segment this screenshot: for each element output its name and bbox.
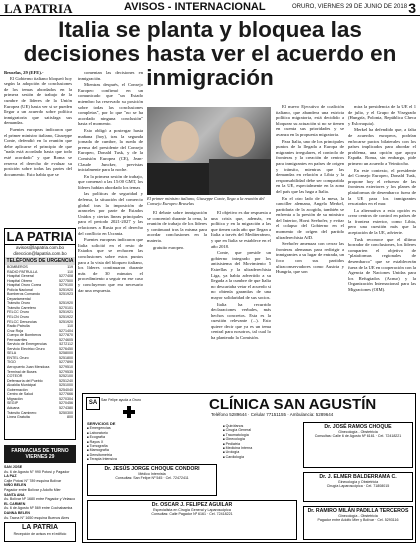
phone-label: SEGIP — [7, 401, 18, 406]
newspaper-brand: LA PATRIA — [4, 1, 73, 16]
article-column-3 — [147, 210, 207, 390]
doctor-card — [303, 472, 413, 502]
article-paragraph: Merkel ha defendido que, a falta de acuerdos europeos, podrían enfocarse pactos bilaterales con los países implicados para abordar el problema, una opción que apoya España. Roma, sin embargo, pide primero un acuerdo a Veintiocho. — [348, 127, 416, 166]
pharmacy-name: EL CARMEN — [4, 501, 26, 506]
pharmacy-address: Pagador entre Bolívar y Adolfo Mier — [4, 487, 61, 492]
phone-number: 5251920 — [59, 301, 73, 306]
service-item: ■ Cirugía General — [223, 428, 293, 432]
phones-title: TELÉFONOS DE URGENCIA — [6, 258, 74, 264]
pharmacy-address: Av. 6 de Agosto N° 990 Potosí y Pagador — [4, 469, 70, 474]
phone-label: Servicio de Emergencias — [7, 342, 47, 347]
phone-label: BOMBEROS — [7, 265, 28, 269]
phone-number: 5279535 — [59, 369, 73, 374]
phone-number: 800 — [67, 415, 73, 420]
phone-row — [5, 415, 75, 420]
article-paragraph: Tusk reconoce que el último borrador de conclusiones, los líderes comparten el objetivo de "plataformas regionales de desembarco" que se establecerán fuera de la UE en cooperación con la Agencia de Naciones Unidas para los Refugiados (Acnur) y la Organización Internacional para las Migraciones (OIM). — [348, 236, 416, 292]
phone-label: TIGO — [7, 360, 16, 365]
phone-label: Hospital Oruro Corea — [7, 283, 41, 288]
pharmacy-item — [4, 483, 76, 492]
dateline: ORURO, VIERNES 29 DE JUNIO DE 2018 — [292, 4, 408, 10]
phone-number: 110 — [67, 324, 73, 329]
footer-title: LA PATRIA — [21, 524, 59, 531]
phone-label: Gobernación — [7, 387, 28, 392]
phone-label: Tránsito Oruro — [7, 301, 31, 306]
pharmacy-name: LA PAZ — [4, 474, 17, 479]
article-paragraph: Italia ha recurrido declaraciones verbales, más hechos concretos. Esta es la cuestión relevante (...). Esto quiere decir que ya es un tema central para nosotros, tal cual lo ha planteado la Comisión. — [211, 301, 271, 341]
phone-label: SELA — [7, 351, 17, 356]
article-paragraph: Para Italia, uno de los principales puntos de la llegada a Europa de migrantes irregulares, el controlo de fronteras y la creación de centros para inmigrantes en países de origen y tránsito, mientras que las demandas en relación a Libia y la responsabilidad debe ser compartida en la UE, especialmente en la zona del país que las haga a Italia. — [276, 138, 344, 194]
pharmacy-item — [4, 474, 76, 483]
clinic-phones: Teléfono 5289644 · Celular 77151155 · Ambulancia: 5289644 — [211, 412, 334, 417]
phone-number: 5277890 — [59, 360, 73, 365]
pharmacy-address: Calle Potosí N° 789 esquina Bolívar — [4, 478, 62, 483]
article-paragraph: Conte, que preside un gobierno integrado por los antisistema del Movimiento 5 Estrellas y la ultraderechista Liga, ya había advertido a su llegada a la cumbre de que Italia no descartaba vetar el acuerdo si no obtenía garantías de una mayor solidaridad de sus socios. — [211, 250, 271, 300]
article-paragraph: Fuentes europeas indicaron que el primer ministro italiano, Giuseppe Conte, defendió en la reunión que debe aplicarse el principio de que "nada está acordado hasta que todo esté acordado" y que Roma se reserva el derecho de evaluar su posición sobre todas las partes del documento. Esto había que se — [4, 126, 72, 177]
page-header — [0, 0, 420, 16]
service-item: ■ Terapia Intensiva — [87, 457, 147, 461]
phone-number: 5279100 — [59, 283, 73, 288]
phone-label: Aeropuerto Juan Mendoza — [7, 365, 50, 370]
phone-label: Cruz Roja — [7, 328, 23, 333]
article-paragraph: Mientras después, el Consejo Europeo confirmó en un comunicado que "un Estado miembro ha reservado su posición sobre todas las conclusiones completas", por lo que "no se ha acordado ninguna conclusión" hasta el momento. — [78, 82, 143, 127]
service-item: ■ Ginecología — [223, 437, 293, 441]
article-paragraph: las políticas de seguridad y defensa, la situación del comercio global tras la imposición de aranceles por parte de Estados Unidos y ciertas líneas principales para el periodo 2021-2027 y las relaciones a Rusia por el derecho del conflicto en Ucrania. — [78, 191, 143, 236]
pharmacy-name: SANTA ANA — [4, 492, 25, 497]
pharmacy-date: VIERNES 29 — [25, 454, 55, 460]
newspaper-info-box — [4, 228, 76, 440]
phone-label: Servicio Electrico Oruro — [7, 346, 45, 351]
service-item: ■ Quirófanos — [223, 424, 293, 428]
phone-number: 5277870 — [59, 333, 73, 338]
phone-label: Terminal de Buses — [7, 369, 37, 374]
pharmacy-item — [4, 493, 76, 502]
service-item: ■ Densitometría — [87, 453, 147, 457]
phone-number: 5250300 — [59, 410, 73, 415]
phone-number: 5277500 — [59, 278, 73, 283]
phone-number: 5251920 — [59, 287, 73, 292]
article-paragraph: mira la presidencia de la UE el 1 de julio, y el Grupo de Visegrado (Hungría, Polonia, República Checa y Eslovaquia). — [348, 104, 416, 126]
phone-number: 5251000 — [59, 383, 73, 388]
phone-label: Policía Nacional — [7, 287, 33, 292]
phone-label: Centro de Salud — [7, 392, 33, 397]
article-paragraph: comentan las decisiones en inmigración. — [78, 70, 143, 81]
photo-caption: El primer ministro italiano, Giuseppe Conte, llega a la reunión del Consejo Europeo Bruselas — [147, 196, 265, 206]
phone-label: Alcaldía Municipal — [7, 383, 36, 388]
phone-label: Aduana — [7, 405, 20, 410]
pharmacy-item — [4, 511, 76, 520]
doctor-role: Ginecología - Obstetricia — [338, 514, 378, 518]
service-item: ■ Laboratorio — [87, 431, 147, 435]
doctor-card — [87, 500, 297, 540]
article-paragraph: El objetivo es dar respuesta a una crisis que, además, en política y en la migración a las que tienen cada año que llegan a Italia a través del Mediterráneo, y que en Italia se establece en el año 2018. — [211, 210, 271, 249]
phone-label: Hospital General — [7, 274, 34, 279]
article-paragraph: La alternativa a esta opción es crear centros de control en países de la frontera exterior, como Libia, pero una cuestión más que la aceptación de la UE, advierte. — [348, 207, 416, 236]
phone-number: 5254040 — [59, 387, 73, 392]
article-paragraph: Esto obligó a postergar hasta mañana (hoy), tras la segunda jornada de cumbre, la rueda de prensa del presidente del Consejo Europeo, Donald Tusk, y de la Comisión Europea (CE), Jean-Claude Juncker, previstas inicialmente para la noche. — [78, 127, 143, 173]
pharmacy-name: SAN JOSE — [4, 465, 23, 469]
footer-box — [4, 522, 76, 542]
phone-number: 5252100 — [59, 374, 73, 379]
doctor-detail: Pagador entre Adolfo Mier y Bolívar · Cel. 5293116 — [317, 518, 399, 523]
service-item: ■ Cardiología — [223, 455, 293, 459]
service-item: ■ Medicina Interna — [223, 446, 293, 450]
phone-number: 119 — [67, 265, 73, 269]
phone-number: 5274605 — [59, 337, 73, 342]
doctor-role: Ginecología y Obstetricia — [337, 480, 379, 484]
phone-row — [5, 292, 75, 301]
service-item: ■ Ecografía — [87, 435, 147, 439]
page-number: 3 — [408, 0, 416, 16]
doctor-name: Dr. JOSÉ RAMOS CHOQUE — [324, 424, 392, 430]
article-headline: Italia se planta y bloquea las decisiones hasta ver el acuerdo en inmigración — [23, 17, 397, 90]
services-left — [87, 422, 147, 462]
article-paragraph: En la primera sesión de trabajo, que comenzó a las 15:00 GMT, los líderes habían abordado los temas — [78, 173, 143, 190]
article-paragraph: El Gobierno italiano bloqueó hoy según la adopción de conclusiones de los temas abordados en la primera sesión de trabajo de la cumbre de líderes de la Unión Europea (UE) hasta ver si se pueden llegar a un acuerdo sobre política inmigratoria que satisfaga sus demandas. — [4, 75, 72, 126]
article-column-1 — [4, 70, 72, 225]
doctor-role: Médico Internista — [138, 472, 166, 476]
phone-label: Ferrocarriles — [7, 337, 28, 342]
phone-number: 5271404 — [59, 328, 73, 333]
phone-list — [5, 265, 75, 420]
phone-label: FELCC Denuncias — [7, 319, 37, 324]
phone-number: 5251922 — [59, 315, 73, 320]
doctor-card — [303, 422, 413, 468]
email-link[interactable]: direccion@lapatria.com.bo — [13, 251, 67, 256]
phone-number: 5277666 — [59, 392, 73, 397]
phone-label: Línea Gratuita — [7, 415, 30, 420]
phone-number: 5251800 — [59, 355, 73, 360]
article-paragraph: El nuevo Ejecutivo de coalición italiano, que abandera una estricta política migratoria, está decidido a bloquear su actuación si no se tienen en cuenta sus prioridades y se avanza en la propuesta migratoria. — [276, 104, 344, 137]
clinic-slogan: San Felipe ayuda a Oruro — [101, 398, 142, 402]
doctor-name: Dr. RAMIRO MILÁN PADILLA TERCEROS — [307, 508, 409, 514]
article-paragraph: El debate sobre inmigración se concentró durante la cena, la reunión de trabajo de los líderes y continuará tras la misma para acordar conclusiones en la materia. — [147, 210, 207, 243]
doctor-role: Especialista en Cirugía General y Laparoscópica — [153, 508, 231, 512]
article-paragraph: Fuentes europeas indicaron que Italia solicitó en el resto de Estados que se rechacen las conclusiones sobre estos puntos para a la vista del bloqueo italiano, los líderes continuaron durante más de 30 minutos el procedimiento a seguir en ese caso y concluyeron que era necesario dar una respuesta. — [78, 237, 143, 293]
pharmacy-list — [4, 465, 76, 520]
article-paragraph: Seehofer amenaza con cerrar las fronteras alemanas para redirigir a inmigrantes a su lugar de entrada, un foco con sus partidos ultraconservadores como Austria y Hungría, que son — [276, 241, 344, 275]
phone-number: 5270304 — [59, 396, 73, 401]
phone-number: 110 — [67, 269, 73, 274]
phone-number: 5270101 — [59, 305, 73, 310]
info-box-title: LA PATRIA — [6, 229, 74, 244]
doctor-card — [87, 464, 217, 496]
footer-subtitle: Recepción de avisos en el edificio — [13, 532, 67, 536]
doctor-detail: Cirugía Laparoscópica · Cel. 71808015 — [326, 484, 390, 489]
pharmacy-address: Av. Tacna N° 1650 esquina Buenos Aires — [4, 515, 70, 520]
section-title: AVISOS - INTERNACIONAL — [124, 1, 266, 13]
phone-number: 5258000 — [59, 351, 73, 356]
service-item: ■ Tomografía — [87, 444, 147, 448]
doctor-name: Dr. J. ELMER BALDERRAMA C. — [319, 474, 397, 480]
pharmacy-item — [4, 465, 76, 474]
phone-label: COTEOR — [7, 374, 23, 379]
pharmacy-header — [4, 445, 76, 463]
phone-number: 5276450 — [59, 346, 73, 351]
article-paragraph: gratuito europeo. — [153, 244, 185, 250]
clinic-title: CLÍNICA SAN AGUSTÍN — [209, 396, 377, 413]
doctor-card — [303, 506, 413, 540]
pharmacy-name: DANNA BELEN — [4, 510, 31, 515]
phone-number: 5251920 — [59, 319, 73, 324]
email-link[interactable]: avisos@lapatria.com.bo — [15, 245, 65, 250]
doctor-detail: Consultas: Calle Pagador Nº 6161 · Cel. 72418221 — [151, 512, 233, 517]
phone-label: Cuerpo de Bomberos — [7, 333, 42, 338]
service-item: ■ Emergencias — [87, 426, 147, 430]
doctor-detail: Consultas: San Felipe Nº 545 · Cel. 72472411 — [115, 476, 189, 481]
article-column-5 — [276, 104, 344, 390]
phone-label: Tránsito Carretero — [7, 305, 37, 310]
phone-number: 5272112 — [59, 342, 73, 347]
pharmacy-address: Av. 6 de Agosto Nº 569 entre Cochabamba — [4, 506, 73, 511]
medical-cross-icon — [123, 406, 135, 418]
doctor-detail: Consultas: Calle 6 de Agosto Nº 6161 · Cel. 72418221 — [314, 434, 402, 439]
phone-number: 5251240 — [59, 378, 73, 383]
pharmacy-address: Av. Bolívar Nº 1680 entre Pagador y Velasco — [4, 497, 76, 502]
phone-number: 5279510 — [59, 365, 73, 370]
phone-number: 5251923 — [59, 292, 73, 297]
service-item: ■ Rayos X — [87, 440, 147, 444]
article-photo — [147, 107, 271, 195]
phone-label: Defensoría del Pueblo — [7, 378, 43, 383]
doctor-role: Ginecología - Obstetricia — [338, 430, 378, 434]
service-item: ■ Urología — [223, 450, 293, 454]
article-column-6 — [348, 104, 416, 390]
pharmacy-name: NIÑO BELEN — [4, 483, 27, 488]
phone-label: Radio Patrulla — [7, 324, 30, 329]
doctor-name: Dr. OSCAR J. FELIPEZ AGUILAR — [151, 502, 233, 508]
article-byline: Bruselas, 29 (EFE).- — [4, 70, 44, 75]
phone-label: Hospital Obrero — [7, 278, 33, 283]
article-column-2 — [78, 70, 143, 390]
service-item: ■ Mamografía — [87, 448, 147, 452]
phone-label: Bomberos Comando Departamental — [7, 292, 40, 301]
doctor-name: Dr. JESÚS JORGE CHOQUE CONDORI — [104, 466, 200, 472]
services-right — [223, 424, 293, 459]
pharmacy-item — [4, 502, 76, 511]
phone-number: 5274380 — [59, 405, 73, 410]
phone-number: 5251921 — [59, 310, 73, 315]
phone-label: FELCC Oruro — [7, 310, 29, 315]
clinic-logo: SA — [86, 397, 100, 410]
article-paragraph: En el otro lado de la mesa, la canciller alemana, Angela Merkel, partidaria de la acogida, también se enfrenta a la presión de su ministro del Interior, Horst Seehofer, y evitar el colapso del Gobierno en el momento de orígen del partido ultraderechista AfD. — [276, 195, 344, 240]
phone-label: Migración — [7, 396, 23, 401]
services-title: SERVICIOS DE — [87, 421, 116, 426]
article-column-4 — [211, 210, 271, 390]
article-paragraph: En este contexto, el presidente del Consejo Europeo, Donald Tusk, propone hoy el refuerzo de las fronteras exteriores y los planes de plataformas de desembarco fuera de la UE para los inmigrantes rescatados en el mar. — [348, 167, 416, 207]
phone-label: FELCN Oruro — [7, 315, 29, 320]
phone-number: 5277408 — [59, 274, 73, 279]
service-item: ■ Traumatología — [223, 433, 293, 437]
phone-number: 5270456 — [59, 401, 73, 406]
clinic-advertisement — [82, 393, 416, 543]
phone-label: Tránsito Caminero — [7, 410, 37, 415]
pharmacy-title: FARMACIAS DE TURNO — [11, 448, 69, 454]
phone-label: ENTEL Oruro — [7, 355, 29, 360]
service-item: ■ Pediatría — [223, 442, 293, 446]
phone-label: RADIO PATRULLA — [7, 269, 38, 274]
